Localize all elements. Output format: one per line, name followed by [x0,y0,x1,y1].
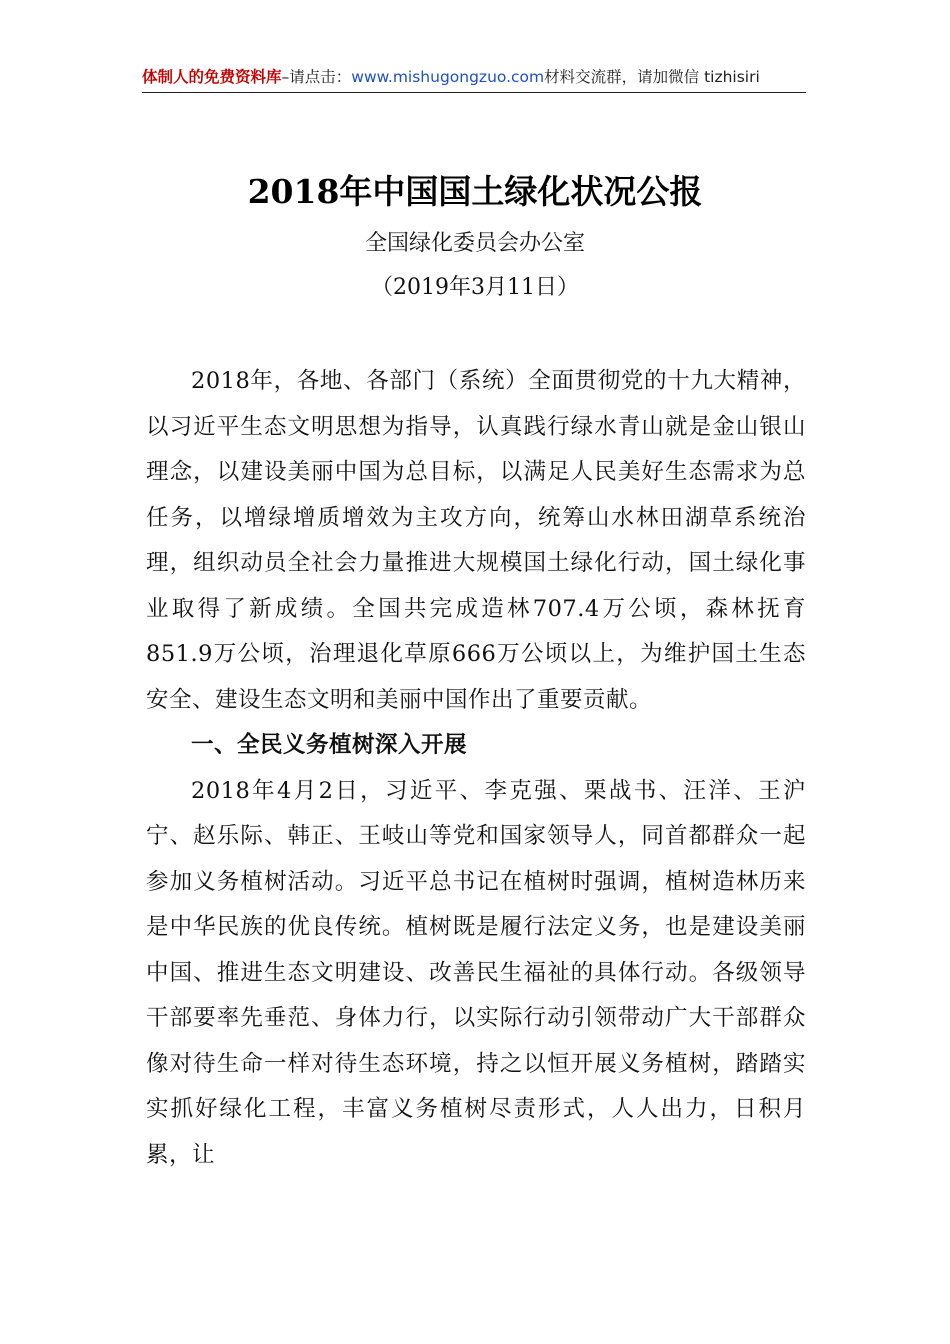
intro-paragraph: 2018年，各地、各部门（系统）全面贯彻党的十九大精神，以习近平生态文明思想为指导，认真践行绿水青山就是金山银山理念，以建设美丽中国为总目标，以满足人民美好生态需求为总任务，以增绿增质增效为主攻方向，统筹山水林田湖草系统治理，组织动员全社会力量推进大规模国土绿化行动，国土绿化事业取得了新成绩。全国共完成造林707.4万公顷，森林抚育851.9万公顷，治理退化草原666万公顷以上，为维护国土生态安全、建设生态文明和美丽中国作出了重要贡献。 [146,368,806,713]
document-author: 全国绿化委员会办公室 [364,231,585,256]
header-brand: 体制人的免费资料库 [142,68,282,86]
section-paragraph: 2018年4月2日，习近平、李克强、栗战书、汪洋、王沪宁、赵乐际、韩正、王岐山等党和国家领导人，同首都群众一起参加义务植树活动。习近平总书记在植树时强调，植树造林历来是中华民族的优良传统。植树既是履行法定义务，也是建设美丽中国、推进生态文明建设、改善民生福祉的具体行动。各级领导干部要率先垂范、身体力行，以实际行动引领带动广大干部群众像对待生命一样对待生态环境，持之以恒开展义务植树，踏踏实实抓好绿化工程，丰富义务植树尽责形式，人人出力，日积月累，让 [146,777,806,1168]
header-website-link[interactable]: www.mishugongzuo.com [351,68,545,86]
page-header [142,66,806,93]
document-title: 2018年中国国土绿化状况公报 [247,172,703,211]
header-separator: –请点击： [281,68,352,86]
header-contact-text: 材料交流群，请加微信 tizhisiri [544,68,760,86]
section-heading: 一、全民义务植树深入开展 [191,732,468,758]
document-body [146,359,806,1178]
document-date: （2019年3月11日） [371,275,579,300]
